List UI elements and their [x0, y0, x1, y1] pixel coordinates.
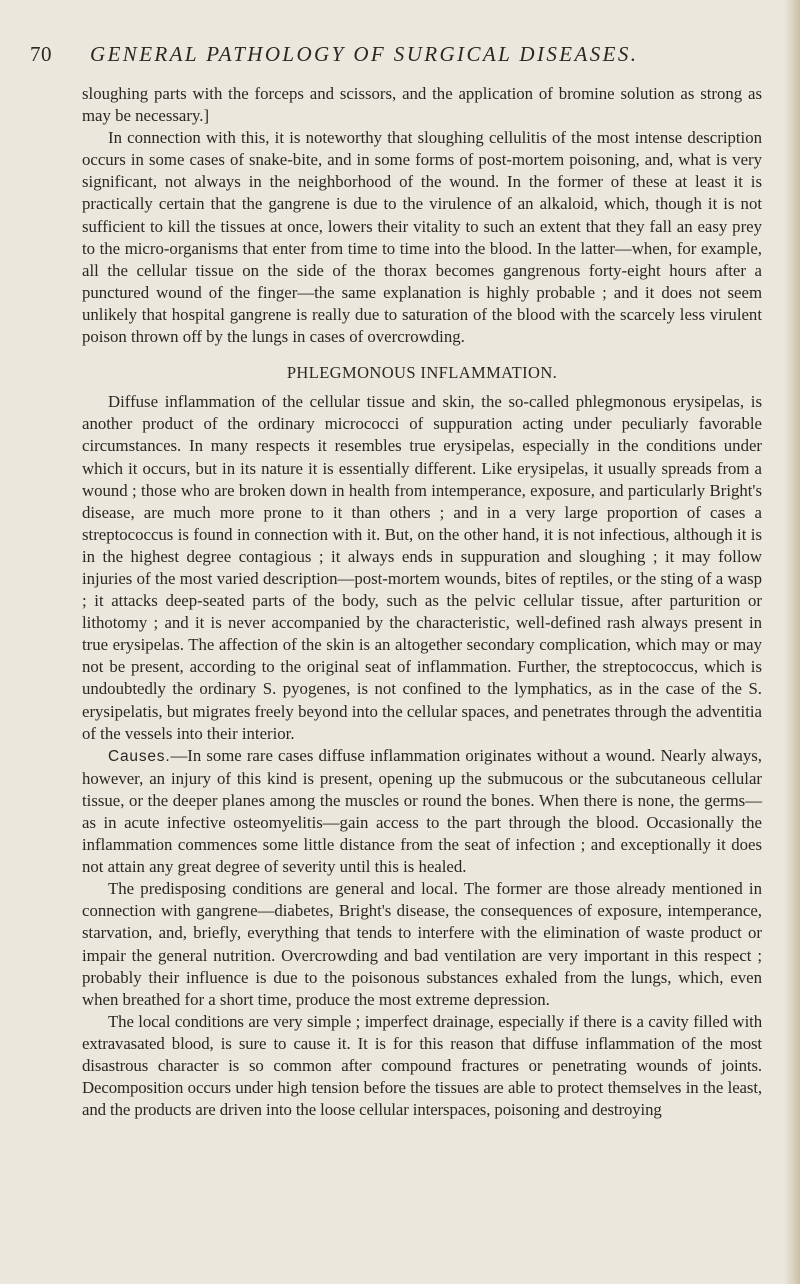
paragraph-diffuse-inflammation: Diffuse inflammation of the cellular tissue and skin, the so-called phlegmonous erysipelas, is another product of the ordinary micrococci of suppuration acting under peculiarly favorable circumstances. In many respects it resembles true erysipelas, especially in the conditions under which it occurs, but in its nature it is essentially different. Like erysipelas, it usually spreads from a wound ; those who are broken down in health from intemperance, exposure, and particularly Bright's disease, are much more prone to it than others ; and in a very large proportion of cases a streptococcus is found in connection with it. But, on the other hand, it is not infectious, although it is in the highest degree contagious ; it always ends in suppuration and sloughing ; it may follow injuries of the most varied description—post-mortem wounds, bites of reptiles, or the sting of a wasp ; it attacks deep-seated parts of the body, such as the pelvic cellular tissue, after parturition or lithotomy ; and it is never accompanied by the characteristic, well-defined rash always present in true erysipelas. The affection of the skin is an altogether secondary complication, which may or may not be present, according to the original seat of inflammation. Further, the streptococcus, which is undoubtedly the ordinary S. pyogenes, is not confined to the lymphatics, as in the case of the S. erysipelatis, but migrates freely beyond into the cellular spaces, and penetrates through the adventitia of the vessels into their interior.	[82, 392, 762, 743]
paragraph-continuation: sloughing parts with the forceps and scissors, and the application of bromine solution as strong as may be necessary.]	[82, 84, 762, 126]
paragraph-local-conditions: The local conditions are very simple ; imperfect drainage, especially if there is a cavity filled with extravasated blood, is sure to cause it. It is for this reason that diffuse inflammation of the most disastrous character is so common after compound fractures or penetrating wounds of joints. Decomposition occurs under high tension before the tissues are able to protect themselves in the least, and the products are driven into the loose cellular interspaces, poisoning and destroying	[82, 1011, 762, 1120]
causes-text: —In some rare cases diffuse inflammation originates without a wound. Nearly always, however, an injury of this kind is present, opening up the submucous or the subcutaneous cellular tissue, or the deeper planes among the muscles or round the bones. When there is none, the germs—as in acute infective osteomyelitis—gain access to the part through the blood. Occasionally the inflammation commences some little distance from the seat of infection ; and exceptionally it does not attain any great degree of severity until this is healed.	[82, 745, 762, 877]
body-text	[82, 83, 762, 1121]
page-header	[30, 42, 770, 72]
page-edge	[784, 0, 800, 1284]
running-title: GENERAL PATHOLOGY OF SURGICAL DISEASES.	[90, 42, 639, 66]
causes-heading: Causes.	[108, 747, 171, 765]
section-heading: PHLEGMONOUS INFLAMMATION.	[286, 363, 558, 383]
page-number: 70	[30, 42, 52, 66]
paragraph-snake-bite: In connection with this, it is noteworthy that sloughing cellulitis of the most intense description occurs in some cases of snake-bite, and in some forms of post-mortem poisoning, and, what is very significant, not always in the neighborhood of the wound. In the former of these at least it is practically certain that the gangrene is due to the virulence of an alkaloid, which, though it is not sufficient to kill the tissues at once, lowers their vitality to such an extent that they fall an easy prey to the micro-organisms that enter from time to time into the blood. In the latter—when, for example, all the cellular tissue on the side of the thorax becomes gangrenous forty-eight hours after a punctured wound of the finger—the same explanation is highly probable ; and it does not seem unlikely that hospital gangrene is really due to saturation of the blood with the scarcely less virulent poison thrown off by the lungs in cases of overcrowding.	[82, 128, 762, 347]
paragraph-predisposing: The predisposing conditions are general and local. The former are those already mentioned in connection with gangrene—diabetes, Bright's disease, the consequences of exposure, intemperance, starvation, and, briefly, everything that tends to interfere with the elimination of waste product or impair the general nutrition. Overcrowding and bad ventilation are very important in this respect ; probably their influence is due to the poisonous substances exhaled from the lungs, which, even when breathed for a short time, produce the most extreme depression.	[82, 879, 762, 1009]
paragraph-causes	[82, 745, 762, 879]
